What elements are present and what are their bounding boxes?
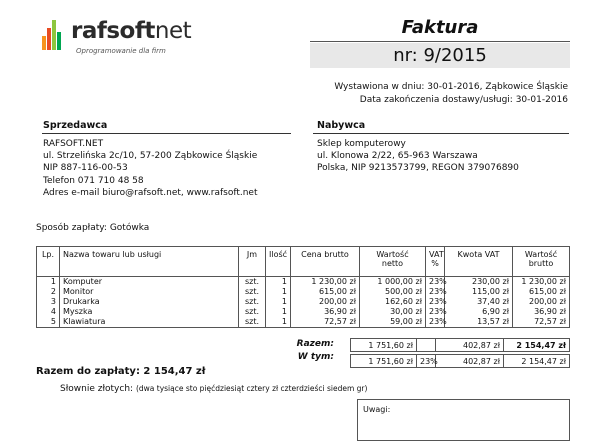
cell-vat-amount: 37,40 zł bbox=[445, 297, 513, 307]
wtym-vat-amount: 402,87 zł bbox=[436, 355, 504, 368]
cell-unit: szt. bbox=[239, 317, 266, 328]
col-qty: Ilość bbox=[266, 247, 291, 277]
cell-name: Myszka bbox=[60, 307, 239, 317]
cell-lp: 5 bbox=[37, 317, 60, 328]
title-divider bbox=[310, 41, 570, 42]
amount-in-words bbox=[60, 384, 367, 394]
cell-lp: 3 bbox=[37, 297, 60, 307]
cell-name: Drukarka bbox=[60, 297, 239, 307]
logo-bar bbox=[47, 28, 51, 50]
razem-vat bbox=[417, 339, 436, 352]
wtym-label: W tym: bbox=[297, 352, 334, 362]
logo-wordmark bbox=[71, 18, 191, 44]
notes-box bbox=[357, 399, 570, 441]
seller-name: RAFSOFT.NET bbox=[43, 139, 104, 149]
razem-gross: 2 154,47 zł bbox=[504, 339, 570, 352]
cell-vat: 23% bbox=[426, 317, 445, 328]
cell-price: 1 230,00 zł bbox=[291, 277, 360, 288]
logo-wordmark-light: net bbox=[154, 18, 192, 44]
col-name: Nazwa towaru lub usługi bbox=[60, 247, 239, 277]
wtym-table bbox=[350, 354, 570, 368]
buyer-name: Sklep komputerowy bbox=[317, 139, 406, 149]
cell-unit: szt. bbox=[239, 287, 266, 297]
table-row bbox=[37, 307, 570, 317]
cell-net: 30,00 zł bbox=[360, 307, 426, 317]
total-due: Razem do zapłaty: 2 154,47 zł bbox=[36, 366, 206, 377]
cell-vat-amount: 6,90 zł bbox=[445, 307, 513, 317]
cell-gross: 615,00 zł bbox=[513, 287, 570, 297]
cell-price: 200,00 zł bbox=[291, 297, 360, 307]
col-unit: Jm bbox=[239, 247, 266, 277]
cell-vat: 23% bbox=[426, 287, 445, 297]
razem-net: 1 751,60 zł bbox=[351, 339, 417, 352]
seller-heading: Sprzedawca bbox=[43, 120, 108, 131]
logo-bar bbox=[57, 32, 61, 50]
cell-unit: szt. bbox=[239, 277, 266, 288]
cell-net: 500,00 zł bbox=[360, 287, 426, 297]
buyer-heading: Nabywca bbox=[317, 120, 366, 131]
col-net-l2: netto bbox=[381, 259, 404, 268]
table-header-row bbox=[37, 247, 570, 277]
cell-net: 1 000,00 zł bbox=[360, 277, 426, 288]
cell-lp: 4 bbox=[37, 307, 60, 317]
col-vat-l1: VAT bbox=[429, 250, 444, 259]
seller-divider bbox=[42, 133, 291, 134]
col-net bbox=[360, 247, 426, 277]
cell-name: Komputer bbox=[60, 277, 239, 288]
cell-net: 162,60 zł bbox=[360, 297, 426, 307]
cell-price: 72,57 zł bbox=[291, 317, 360, 328]
cell-vat: 23% bbox=[426, 277, 445, 288]
cell-unit: szt. bbox=[239, 307, 266, 317]
col-net-l1: Wartość bbox=[376, 250, 409, 259]
document-title: Faktura bbox=[401, 17, 479, 38]
cell-lp: 2 bbox=[37, 287, 60, 297]
seller-address: ul. Strzelińska 2c/10, 57-200 Ząbkowice Śląskie bbox=[43, 151, 258, 162]
cell-gross: 72,57 zł bbox=[513, 317, 570, 328]
wtym-net: 1 751,60 zł bbox=[351, 355, 417, 368]
cell-vat-amount: 230,00 zł bbox=[445, 277, 513, 288]
words-value: (dwa tysiące sto pięćdziesiąt cztery zł czterdzieści siedem gr) bbox=[135, 384, 368, 393]
cell-qty: 1 bbox=[266, 297, 291, 307]
items-table bbox=[36, 246, 570, 328]
wtym-vat: 23% bbox=[417, 355, 436, 368]
col-price: Cena brutto bbox=[291, 247, 360, 277]
cell-net: 59,00 zł bbox=[360, 317, 426, 328]
cell-price: 615,00 zł bbox=[291, 287, 360, 297]
wtym-row bbox=[351, 355, 570, 368]
cell-vat-amount: 13,57 zł bbox=[445, 317, 513, 328]
invoice-number: nr: 9/2015 bbox=[310, 43, 570, 68]
cell-qty: 1 bbox=[266, 307, 291, 317]
razem-table bbox=[350, 338, 570, 352]
seller-phone: Telefon 071 710 48 58 bbox=[43, 175, 144, 186]
cell-qty: 1 bbox=[266, 277, 291, 288]
col-gross bbox=[513, 247, 570, 277]
company-logo bbox=[42, 14, 212, 58]
logo-bars-icon bbox=[42, 20, 64, 50]
logo-tagline: Oprogramowanie dla firm bbox=[76, 47, 166, 55]
payment-method: Sposób zapłaty: Gotówka bbox=[36, 223, 150, 233]
cell-unit: szt. bbox=[239, 297, 266, 307]
cell-gross: 200,00 zł bbox=[513, 297, 570, 307]
cell-gross: 1 230,00 zł bbox=[513, 277, 570, 288]
table-row bbox=[37, 287, 570, 297]
table-row bbox=[37, 277, 570, 288]
cell-gross: 36,90 zł bbox=[513, 307, 570, 317]
delivery-date: Data zakończenia dostawy/usługi: 30-01-2016 bbox=[359, 95, 568, 105]
document-dates bbox=[300, 81, 568, 107]
col-vat bbox=[426, 247, 445, 277]
cell-vat: 23% bbox=[426, 297, 445, 307]
wtym-gross: 2 154,47 zł bbox=[504, 355, 570, 368]
buyer-divider bbox=[313, 133, 569, 134]
cell-vat: 23% bbox=[426, 307, 445, 317]
table-row bbox=[37, 317, 570, 328]
col-vat-l2: % bbox=[431, 259, 439, 268]
cell-qty: 1 bbox=[266, 317, 291, 328]
seller-nip: NIP 887-116-00-53 bbox=[43, 163, 128, 174]
notes-label: Uwagi: bbox=[363, 405, 391, 414]
cell-name: Klawiatura bbox=[60, 317, 239, 328]
issue-date: Wystawiona w dniu: 30-01-2016, Ząbkowice Śląskie bbox=[334, 82, 568, 92]
logo-bar bbox=[42, 36, 46, 50]
buyer-address: ul. Klonowa 2/22, 65-963 Warszawa bbox=[317, 151, 478, 162]
razem-row bbox=[351, 339, 570, 352]
cell-lp: 1 bbox=[37, 277, 60, 288]
logo-wordmark-bold: rafsoft bbox=[71, 18, 155, 44]
col-gross-l2: brutto bbox=[528, 259, 554, 268]
table-row bbox=[37, 297, 570, 307]
col-vat-amount: Kwota VAT bbox=[445, 247, 513, 277]
razem-vat-amount: 402,87 zł bbox=[436, 339, 504, 352]
seller-email: Adres e-mail biuro@rafsoft.net, www.rafsoft.net bbox=[43, 187, 258, 198]
cell-price: 36,90 zł bbox=[291, 307, 360, 317]
razem-label: Razem: bbox=[296, 339, 334, 349]
seller-details bbox=[43, 138, 258, 199]
cell-vat-amount: 115,00 zł bbox=[445, 287, 513, 297]
col-lp: Lp. bbox=[37, 247, 60, 277]
words-label: Słownie złotych: bbox=[60, 384, 134, 394]
logo-bar bbox=[52, 20, 56, 50]
cell-qty: 1 bbox=[266, 287, 291, 297]
cell-name: Monitor bbox=[60, 287, 239, 297]
buyer-ids: Polska, NIP 9213573799, REGON 379076890 bbox=[317, 163, 519, 174]
col-gross-l1: Wartość bbox=[524, 250, 558, 259]
buyer-details bbox=[317, 138, 519, 175]
